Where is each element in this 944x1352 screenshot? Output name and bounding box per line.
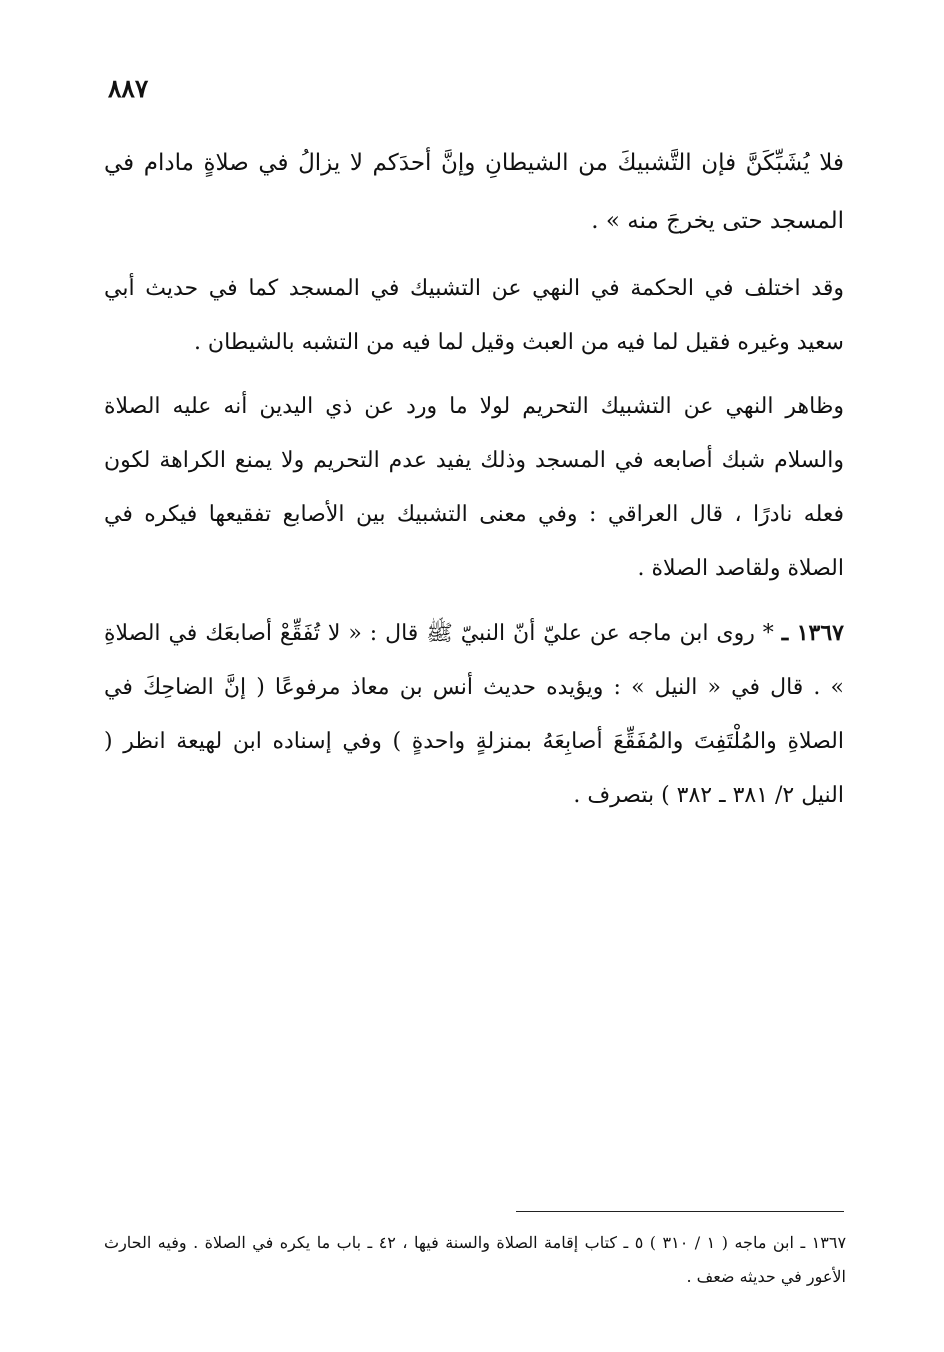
paragraph-wisdom-of-prohibition: وقد اختلف في الحكمة في النهي عن التشبيك في المسجد كما في حديث أبي سعيد وغيره فقيل لما فيه من العبث وقيل لما فيه من التشبه بالشيطان . (104, 276, 844, 355)
hadith-text: * روى ابن ماجه عن عليّ أنّ النبيّ ﷺ قال : « لا تُفَقِّعْ أصابعَك في الصلاةِ » . قال في « النيل » : ويؤيده حديث أنس بن معاذ مرفوعًا ( إنَّ الضاحِكَ في الصلاةِ والمُلْتَفِتَ والمُفَقِّعَ أصابِعَهُ بمنزلةٍ واحدةٍ ) وفي إسناده ابن لهيعة انظر ( النيل ٢/ ٣٨١ ـ ٣٨٢ ) بتصرف . (104, 621, 844, 808)
footnote (104, 1226, 846, 1294)
hadith-entry (104, 606, 844, 823)
footnote-divider (516, 1211, 844, 1212)
footnote-text: ابن ماجه ( ١ / ٣١٠ ) ٥ ـ كتاب إقامة الصلاة والسنة فيها ، ٤٢ ـ باب ما يكره في الصلاة . وفيه الحارث الأعور في حديثه ضعف . (104, 1233, 846, 1286)
paragraph-hadith-continuation: فلا يُشَبِّكَنَّ فإن التَّشبيكَ من الشيطانِ وإنَّ أحدَكم لا يزالُ في صلاةٍ مادام في المسجد حتى يخرجَ منه » . (104, 150, 844, 234)
page-number: ٨٨٧ (108, 74, 149, 103)
footnote-number: ١٣٦٧ ـ (800, 1233, 847, 1252)
paragraph-ruling: وظاهر النهي عن التشبيك التحريم لولا ما ورد عن ذي اليدين أنه عليه الصلاة والسلام شبك أصابعه في المسجد وذلك يفيد عدم التحريم ولا يمنع الكراهة لكون فعله نادرًا ، قال العراقي : وفي معنى التشبيك بين الأصابع تفقيعها فيكره في الصلاة ولقاصد الصلاة . (104, 394, 844, 581)
hadith-number: ١٣٦٧ ـ (781, 620, 844, 646)
main-text (104, 134, 844, 833)
